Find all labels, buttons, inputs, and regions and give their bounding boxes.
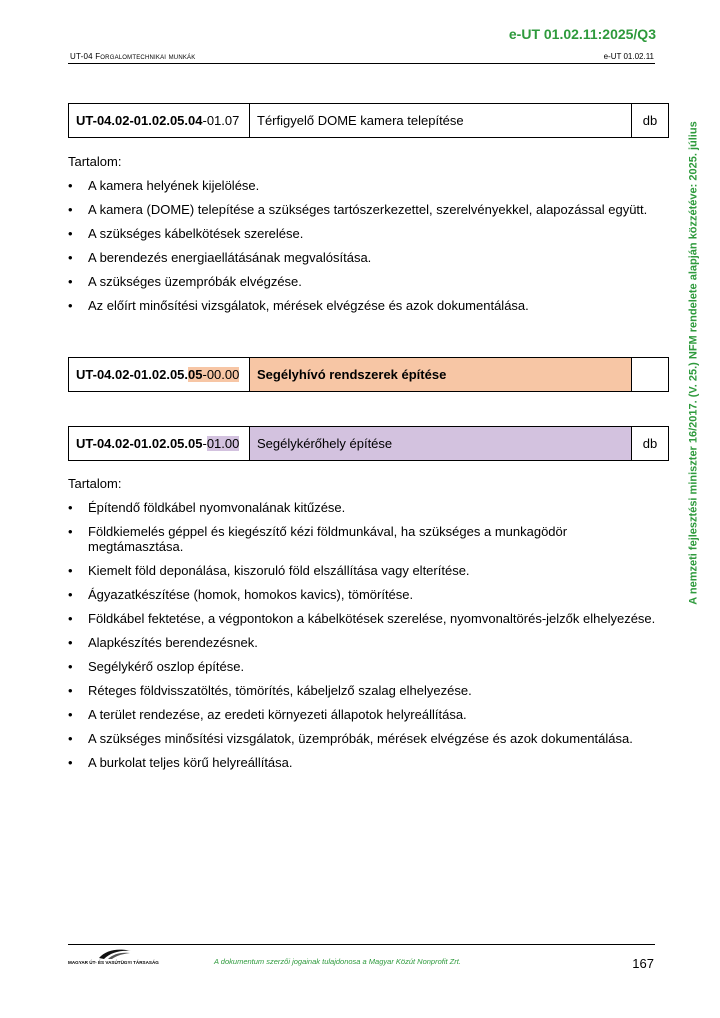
logo-text: MAGYAR ÚT- ÉS VASÚTÜGYI TÁRSASÁG (68, 960, 159, 965)
footer-divider (68, 944, 655, 945)
list-item: • Ágyazatkészítése (homok, homokos kavics), tömörítése. (68, 587, 658, 602)
logo-swoosh-icon (98, 948, 132, 960)
bullet-list-help-point (68, 500, 658, 779)
list-item: • A burkolat teljes körű helyreállítása. (68, 755, 658, 770)
list-item: • Kiemelt föld deponálása, kiszoruló föld elszállítása vagy elterítése. (68, 563, 658, 578)
item-code-rest: - (202, 436, 207, 451)
item-code-rest: -00.00 (202, 367, 240, 382)
page-number: 167 (632, 956, 654, 971)
item-table-emergency-systems (68, 357, 669, 392)
item-code-bold: UT-04.02-01.02.05. (76, 367, 189, 382)
list-item: • Az előírt minősítési vizsgálatok, mérések elvégzése és azok dokumentálása. (68, 298, 658, 313)
item-code-cell (69, 358, 250, 391)
list-item: • A berendezés energiaellátásának megvalósítása. (68, 250, 658, 265)
header-divider (68, 63, 655, 64)
content-label-camera: Tartalom: (68, 154, 122, 169)
item-unit-cell (632, 104, 668, 137)
item-code-bold: UT-04.02-01.02.05.05 (76, 436, 203, 451)
side-publication-note (685, 95, 703, 630)
item-code-bold: UT-04.02-01.02.05.04 (76, 113, 203, 128)
side-note-text: A nemzeti fejlesztési miniszter 16/2017. (V. 25.) NFM rendelete alapján közzétéve: 2025. július (688, 120, 701, 605)
bullet-list-camera (68, 178, 658, 322)
item-code-highlight: 01.00 (206, 436, 240, 451)
list-item: • A kamera helyének kijelölése. (68, 178, 658, 193)
header-section-prefix: UT-04 F (70, 52, 101, 61)
content-label-help-point: Tartalom: (68, 476, 122, 491)
list-item: • A kamera (DOME) telepítése a szükséges tartószerkezettel, szerelvényekkel, alapozással együtt. (68, 202, 658, 217)
list-item: • A szükséges minősítési vizsgálatok, üzempróbák, mérések elvégzése és azok dokumentálása. (68, 731, 658, 746)
item-title: Segélyhívó rendszerek építése (257, 367, 447, 382)
footer-logo (68, 948, 158, 972)
list-item: • Földkábel fektetése, a végpontokon a kábelkötések szerelése, nyomvonaltörés-jelzők elhelyezése. (68, 611, 658, 626)
item-title: Térfigyelő DOME kamera telepítése (257, 113, 464, 128)
list-item: • Alapkészítés berendezésnek. (68, 635, 658, 650)
document-code: e-UT 01.02.11:2025/Q3 (508, 26, 656, 42)
item-code-cell (69, 427, 250, 460)
item-unit-cell (632, 358, 668, 391)
header-section-title (70, 52, 195, 61)
header-section-caps: orgalomtechnikai munkák (100, 52, 196, 61)
header-document-ref: e-UT 01.02.11 (603, 52, 654, 61)
item-title-cell (250, 358, 632, 391)
item-unit: db (642, 436, 658, 451)
list-item: • Építendő földkábel nyomvonalának kitűzése. (68, 500, 658, 515)
footer-copyright: A dokumentum szerzői jogainak tulajdonosa a Magyar Közút Nonprofit Zrt. (214, 957, 461, 966)
item-title-cell (250, 427, 632, 460)
item-code-cell (69, 104, 250, 137)
item-title-cell (250, 104, 632, 137)
item-unit-cell (632, 427, 668, 460)
list-item: • Segélykérő oszlop építése. (68, 659, 658, 674)
list-item: • A szükséges kábelkötések szerelése. (68, 226, 658, 241)
item-code-highlight: 05 (188, 367, 203, 382)
item-code-rest: -01.07 (202, 113, 240, 128)
item-table-camera (68, 103, 669, 138)
list-item: • A terület rendezése, az eredeti környezeti állapotok helyreállítása. (68, 707, 658, 722)
item-title: Segélykérőhely építése (257, 436, 393, 451)
item-unit: db (642, 113, 658, 128)
list-item: • A szükséges üzempróbák elvégzése. (68, 274, 658, 289)
list-item: • Földkiemelés géppel és kiegészítő kézi földmunkával, ha szükséges a munkagödör megtámasztása. (68, 524, 658, 554)
list-item: • Réteges földvisszatöltés, tömörítés, kábeljelző szalag elhelyezése. (68, 683, 658, 698)
item-table-help-point (68, 426, 669, 461)
